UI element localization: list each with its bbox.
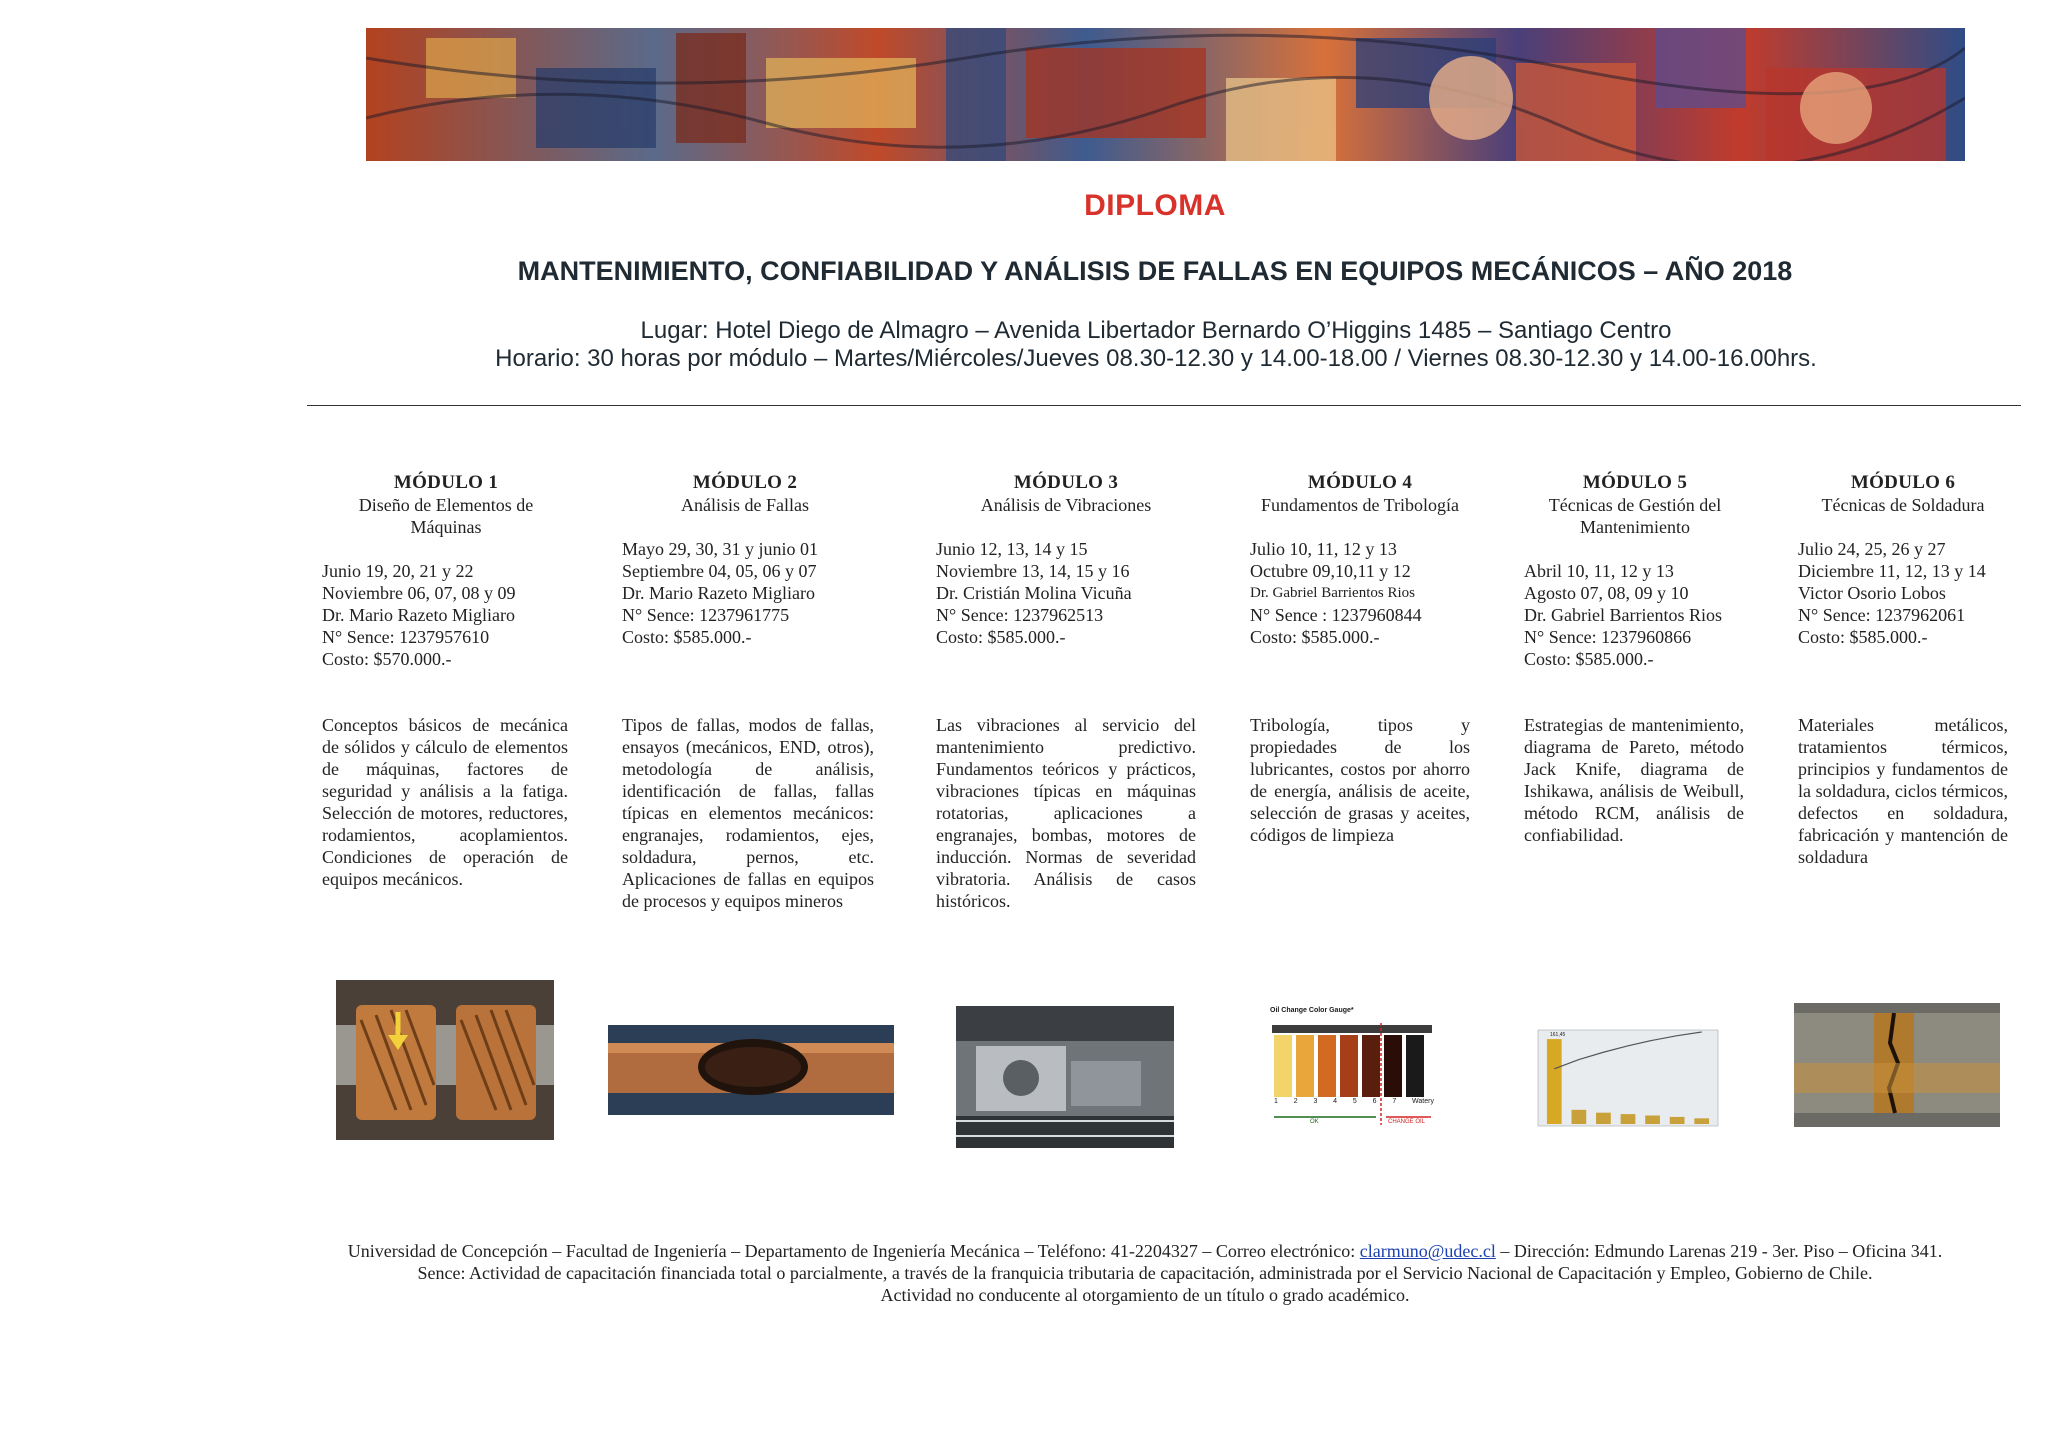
gauge-number: 6 <box>1372 1098 1377 1105</box>
module-sence: N° Sence: 1237962513 <box>936 605 1104 625</box>
module-sence: N° Sence: 1237960866 <box>1524 627 1692 647</box>
module-dates-1: Mayo 29, 30, 31 y junio 01 <box>622 539 818 559</box>
gauge-number: 5 <box>1352 1098 1357 1105</box>
module-sence: N° Sence: 1237957610 <box>322 627 490 647</box>
module-dates-2: Noviembre 13, 14, 15 y 16 <box>936 561 1130 581</box>
module-sence: N° Sence : 1237960844 <box>1250 605 1422 625</box>
pareto-bar <box>1547 1039 1562 1124</box>
module-dates-2: Noviembre 06, 07, 08 y 09 <box>322 583 516 603</box>
module-cost: Costo: $585.000.- <box>1524 649 1654 669</box>
module-number: MÓDULO 5 <box>1582 472 1688 493</box>
pareto-bar <box>1571 1110 1586 1124</box>
venue-line: Lugar: Hotel Diego de Almagro – Avenida Libertador Bernardo O’Higgins 1485 – Santiago Centro <box>640 317 1672 344</box>
schedule-line: Horario: 30 horas por módulo – Martes/Miércoles/Jueves 08.30-12.30 y 14.00-18.00 / Viernes 08.30-12.30 y 14.00-16.00hrs. <box>495 345 1817 372</box>
module-instructor: Dr. Mario Razeto Migliaro <box>622 583 815 603</box>
gauge-ok-label: OK <box>1310 1119 1319 1125</box>
gauge-title: Oil Change Color Gauge* <box>1270 1007 1354 1014</box>
cracked-weld-photo <box>1794 1003 2000 1127</box>
module-sence: N° Sence: 1237962061 <box>1798 605 1966 625</box>
module-dates-1: Junio 19, 20, 21 y 22 <box>322 561 474 581</box>
module-number: MÓDULO 2 <box>692 472 798 493</box>
gauge-number: 4 <box>1333 1098 1338 1105</box>
pareto-bar <box>1670 1117 1685 1124</box>
module-title: Técnicas de Soldadura <box>1821 495 1985 515</box>
gauge-number: 7 <box>1392 1098 1397 1105</box>
module-number: MÓDULO 3 <box>1013 472 1119 493</box>
module-dates-1: Julio 24, 25, 26 y 27 <box>1798 539 1946 559</box>
course-title: MANTENIMIENTO, CONFIABILIDAD Y ANÁLISIS DE FALLAS EN EQUIPOS MECÁNICOS – AÑO 2018 <box>517 256 1793 286</box>
gauge-number: 3 <box>1313 1098 1318 1105</box>
module-dates-2: Octubre 09,10,11 y 12 <box>1250 561 1411 581</box>
module-dates-2: Septiembre 04, 05, 06 y 07 <box>622 561 817 581</box>
module-4 <box>1250 472 1490 648</box>
module-2-description: Tipos de fallas, modos de fallas, ensayos (mecánicos, END, otros), metodología de análisis, identificación de fallas, fallas típicas en elementos mecánicos: engranajes, rodamientos, ejes, soldadura, pernos, etc. Aplicaciones de fallas en equipos de procesos y equipos mineros <box>622 715 874 911</box>
footer-sence-note: Sence: Actividad de capacitación financiada total o parcialmente, a través de la franquicia tributaria de capacitación, administrada por el Servicio Nacional de Capacitación y Empleo, Gobierno de Chile. <box>417 1263 1873 1283</box>
ruptured-pipe-photo <box>608 1025 894 1115</box>
gauge-number: 1 <box>1274 1098 1278 1105</box>
gauge-change-label: CHANGE OIL <box>1388 1119 1426 1125</box>
industrial-machine-photo <box>956 1006 1174 1148</box>
module-1 <box>322 472 570 670</box>
pareto-bar <box>1621 1114 1636 1124</box>
module-dates-2: Diciembre 11, 12, 13 y 14 <box>1798 561 1986 581</box>
module-cost: Costo: $570.000.- <box>322 649 452 669</box>
module-number: MÓDULO 4 <box>1307 472 1413 493</box>
diploma-heading: DIPLOMA <box>1084 189 1226 222</box>
module-dates-1: Abril 10, 11, 12 y 13 <box>1524 561 1674 581</box>
module-5 <box>1524 472 1754 670</box>
gauge-number: 2 <box>1293 1098 1298 1105</box>
module-instructor: Victor Osorio Lobos <box>1798 583 1946 603</box>
footer-disclaimer: Actividad no conducente al otorgamiento de un título o grado académico. <box>880 1285 1410 1305</box>
gauge-number: Watery <box>1412 1098 1434 1105</box>
pareto-bar <box>1596 1113 1611 1124</box>
module-number: MÓDULO 1 <box>393 472 499 493</box>
module-title: Diseño de Elementos de Máquinas <box>358 495 534 537</box>
footer-email-link[interactable]: clarmuno@udec.cl <box>1359 1241 1496 1261</box>
module-1-description: Conceptos básicos de mecánica de sólidos y cálculo de elementos de máquinas, factores de seguridad y análisis a la fatiga. Selección de motores, reductores, rodamientos, acoplamientos. Condiciones de operación de equipos mecánicos. <box>322 715 568 889</box>
gauge-numbers <box>1274 1098 1434 1105</box>
module-cost: Costo: $585.000.- <box>622 627 752 647</box>
module-6-description: Materiales metálicos, tratamientos térmicos, principios y fundamentos de la soldadura, ciclos térmicos, defectos en soldadura, fabricación y mantención de soldadura <box>1798 715 2008 867</box>
module-title: Fundamentos de Tribología <box>1260 495 1459 515</box>
module-instructor: Dr. Gabriel Barrientos Rios <box>1524 605 1722 625</box>
module-title: Análisis de Vibraciones <box>980 495 1152 515</box>
module-instructor: Dr. Cristián Molina Vicuña <box>936 583 1132 603</box>
pareto-chart-figure <box>1508 1026 1744 1134</box>
footer <box>320 1240 1970 1306</box>
module-number: MÓDULO 6 <box>1850 472 1956 493</box>
module-4-description: Tribología, tipos y propiedades de los lubricantes, costos por ahorro de energía, análisis de aceite, selección de grasas y aceites, códigos de limpieza <box>1250 715 1470 845</box>
pareto-bar <box>1645 1116 1660 1124</box>
module-sence: N° Sence: 1237961775 <box>622 605 790 625</box>
module-dates-2: Agosto 07, 08, 09 y 10 <box>1524 583 1689 603</box>
module-instructor: Dr. Gabriel Barrientos Rios <box>1250 585 1415 601</box>
module-cost: Costo: $585.000.- <box>1250 627 1380 647</box>
oil-change-color-gauge <box>1266 1005 1444 1135</box>
module-instructor: Dr. Mario Razeto Migliaro <box>322 605 515 625</box>
module-5-description: Estrategias de mantenimiento, diagrama de Pareto, método Jack Knife, diagrama de Ishikawa, análisis de Weibull, método RCM, análisis de confiabilidad. <box>1524 715 1744 845</box>
header-divider <box>307 405 2021 406</box>
module-2 <box>622 472 892 648</box>
module-title: Técnicas de Gestión del Mantenimiento <box>1548 495 1722 537</box>
footer-address: – Dirección: Edmundo Larenas 219 - 3er. Piso – Oficina 341. <box>1500 1241 1943 1261</box>
module-cost: Costo: $585.000.- <box>1798 627 1928 647</box>
footer-contact-line <box>320 1240 1970 1262</box>
footer-institution: Universidad de Concepción – Facultad de Ingeniería – Departamento de Ingeniería Mecánica – Teléfono: 41-2204327 – Correo electrónico: <box>347 1241 1356 1261</box>
module-3-description: Las vibraciones al servicio del mantenimiento predictivo. Fundamentos teóricos y prácticos, vibraciones típicas en máquinas rotatorias, aplicaciones a engranajes, bombas, motores de inducción. Normas de severidad vibratoria. Análisis de casos históricos. <box>936 715 1196 911</box>
header-mural-banner <box>366 28 1965 161</box>
pareto-bar <box>1694 1118 1709 1124</box>
module-3 <box>936 472 1206 648</box>
module-dates-1: Junio 12, 13, 14 y 15 <box>936 539 1088 559</box>
module-title: Análisis de Fallas <box>681 495 809 515</box>
helical-gears-photo <box>336 980 554 1140</box>
module-dates-1: Julio 10, 11, 12 y 13 <box>1250 539 1397 559</box>
pareto-bar-label: 161,45 <box>1550 1032 1566 1038</box>
module-cost: Costo: $585.000.- <box>936 627 1066 647</box>
module-6 <box>1798 472 2013 648</box>
